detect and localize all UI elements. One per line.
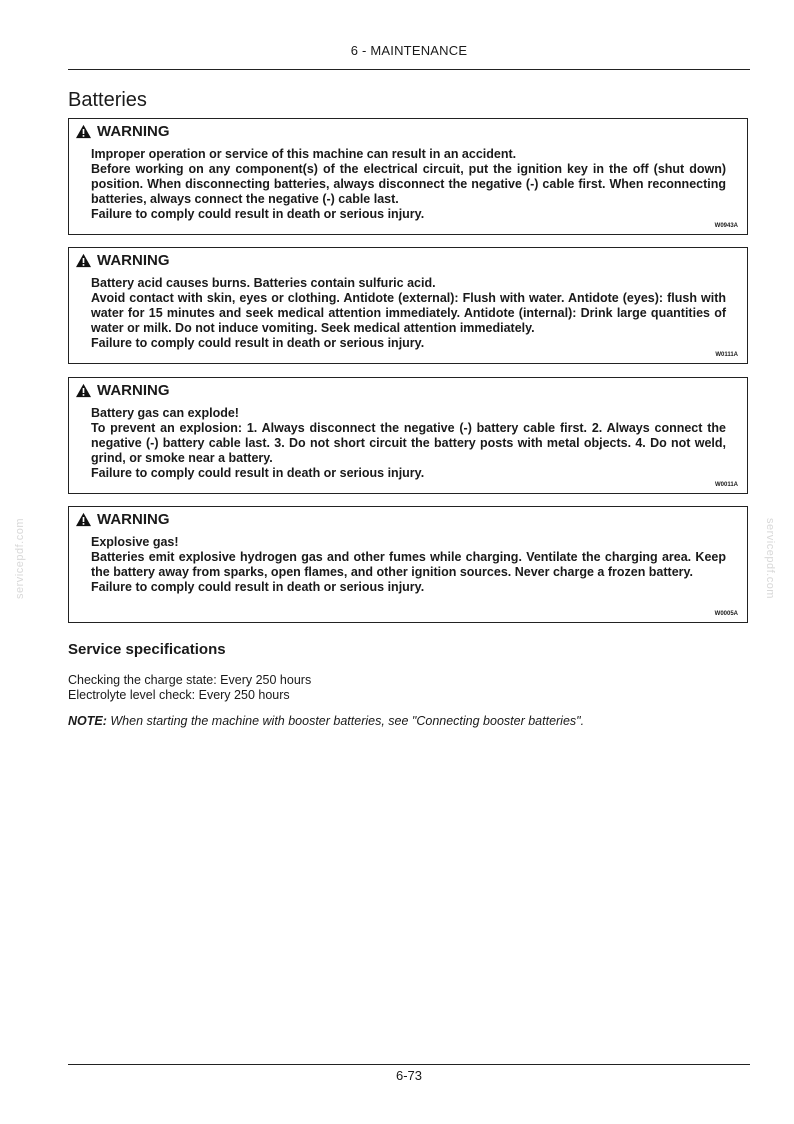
page-title: Batteries	[68, 89, 147, 111]
warning-line: Battery gas can explode!	[91, 406, 239, 420]
warning-label: WARNING	[97, 382, 170, 399]
page-number: 6-73	[395, 1068, 423, 1083]
warning-header	[75, 123, 170, 140]
warning-line: Failure to comply could result in death or serious injury.	[91, 466, 425, 480]
warning-text	[91, 147, 726, 222]
warning-triangle-icon	[75, 512, 92, 527]
warning-code: W0111A	[715, 352, 738, 358]
header-divider	[68, 69, 750, 70]
warning-header	[75, 252, 170, 269]
warning-line: Battery acid causes burns. Batteries contain sulfuric acid.	[91, 276, 436, 290]
warning-line: To prevent an explosion: 1. Always disconnect the negative (-) battery cable first. 2. Always connect the negative (-) battery cable last. 3. Do not short circuit the battery posts with metal objects. 4. Do not weld, grind, or smoke near a battery.	[91, 421, 726, 465]
warning-box-gas-explode	[68, 377, 748, 494]
warning-header	[75, 382, 170, 399]
warning-box-ignition	[68, 118, 748, 235]
warning-code: W0005A	[714, 611, 738, 617]
warning-line: Explosive gas!	[91, 535, 179, 549]
warning-text	[91, 535, 726, 595]
warning-line: Failure to comply could result in death or serious injury.	[91, 207, 425, 221]
footer-divider	[68, 1064, 750, 1065]
warning-triangle-icon	[75, 253, 92, 268]
warning-text	[91, 406, 726, 481]
watermark-left: servicepdf.com	[14, 518, 26, 599]
note	[68, 714, 584, 728]
warning-header	[75, 511, 170, 528]
warning-line: Batteries emit explosive hydrogen gas and other fumes while charging. Ventilate the charging area. Keep the battery away from sparks, open flames, and other ignition sources. Never charge a frozen battery.	[91, 550, 726, 579]
warning-line: Avoid contact with skin, eyes or clothing. Antidote (external): Flush with water. Antidote (eyes): flush with water for 15 minutes and seek medical attention immediately. Antidote (internal): Drink large quantities of water or milk. Do not induce vomiting. Seek medical attention immediately.	[91, 291, 726, 335]
section-title: Service specifications	[68, 641, 226, 658]
warning-code: W0011A	[714, 482, 738, 488]
spec-item: Checking the charge state: Every 250 hours	[68, 673, 312, 687]
chapter-header: 6 - MAINTENANCE	[350, 43, 468, 58]
warning-box-explosive-gas	[68, 506, 748, 623]
warning-line: Before working on any component(s) of the electrical circuit, put the ignition key in the off (shut down) position. When disconnecting batteries, always disconnect the negative (-) cable first. When reconnecting batteries, always connect the negative (-) cable last.	[91, 162, 726, 206]
warning-triangle-icon	[75, 124, 92, 139]
note-label: NOTE:	[68, 714, 107, 728]
warning-text	[91, 276, 726, 351]
watermark-right: servicepdf.com	[764, 518, 776, 599]
warning-line: Failure to comply could result in death or serious injury.	[91, 580, 425, 594]
warning-box-acid	[68, 247, 748, 364]
warning-line: Failure to comply could result in death or serious injury.	[91, 336, 425, 350]
warning-code: W0943A	[714, 223, 738, 229]
warning-label: WARNING	[97, 252, 170, 269]
spec-item: Electrolyte level check: Every 250 hours	[68, 688, 290, 702]
warning-line: Improper operation or service of this machine can result in an accident.	[91, 147, 517, 161]
warning-triangle-icon	[75, 383, 92, 398]
note-text: When starting the machine with booster batteries, see "Connecting booster batteries".	[106, 714, 585, 728]
warning-label: WARNING	[97, 511, 170, 528]
warning-label: WARNING	[97, 123, 170, 140]
